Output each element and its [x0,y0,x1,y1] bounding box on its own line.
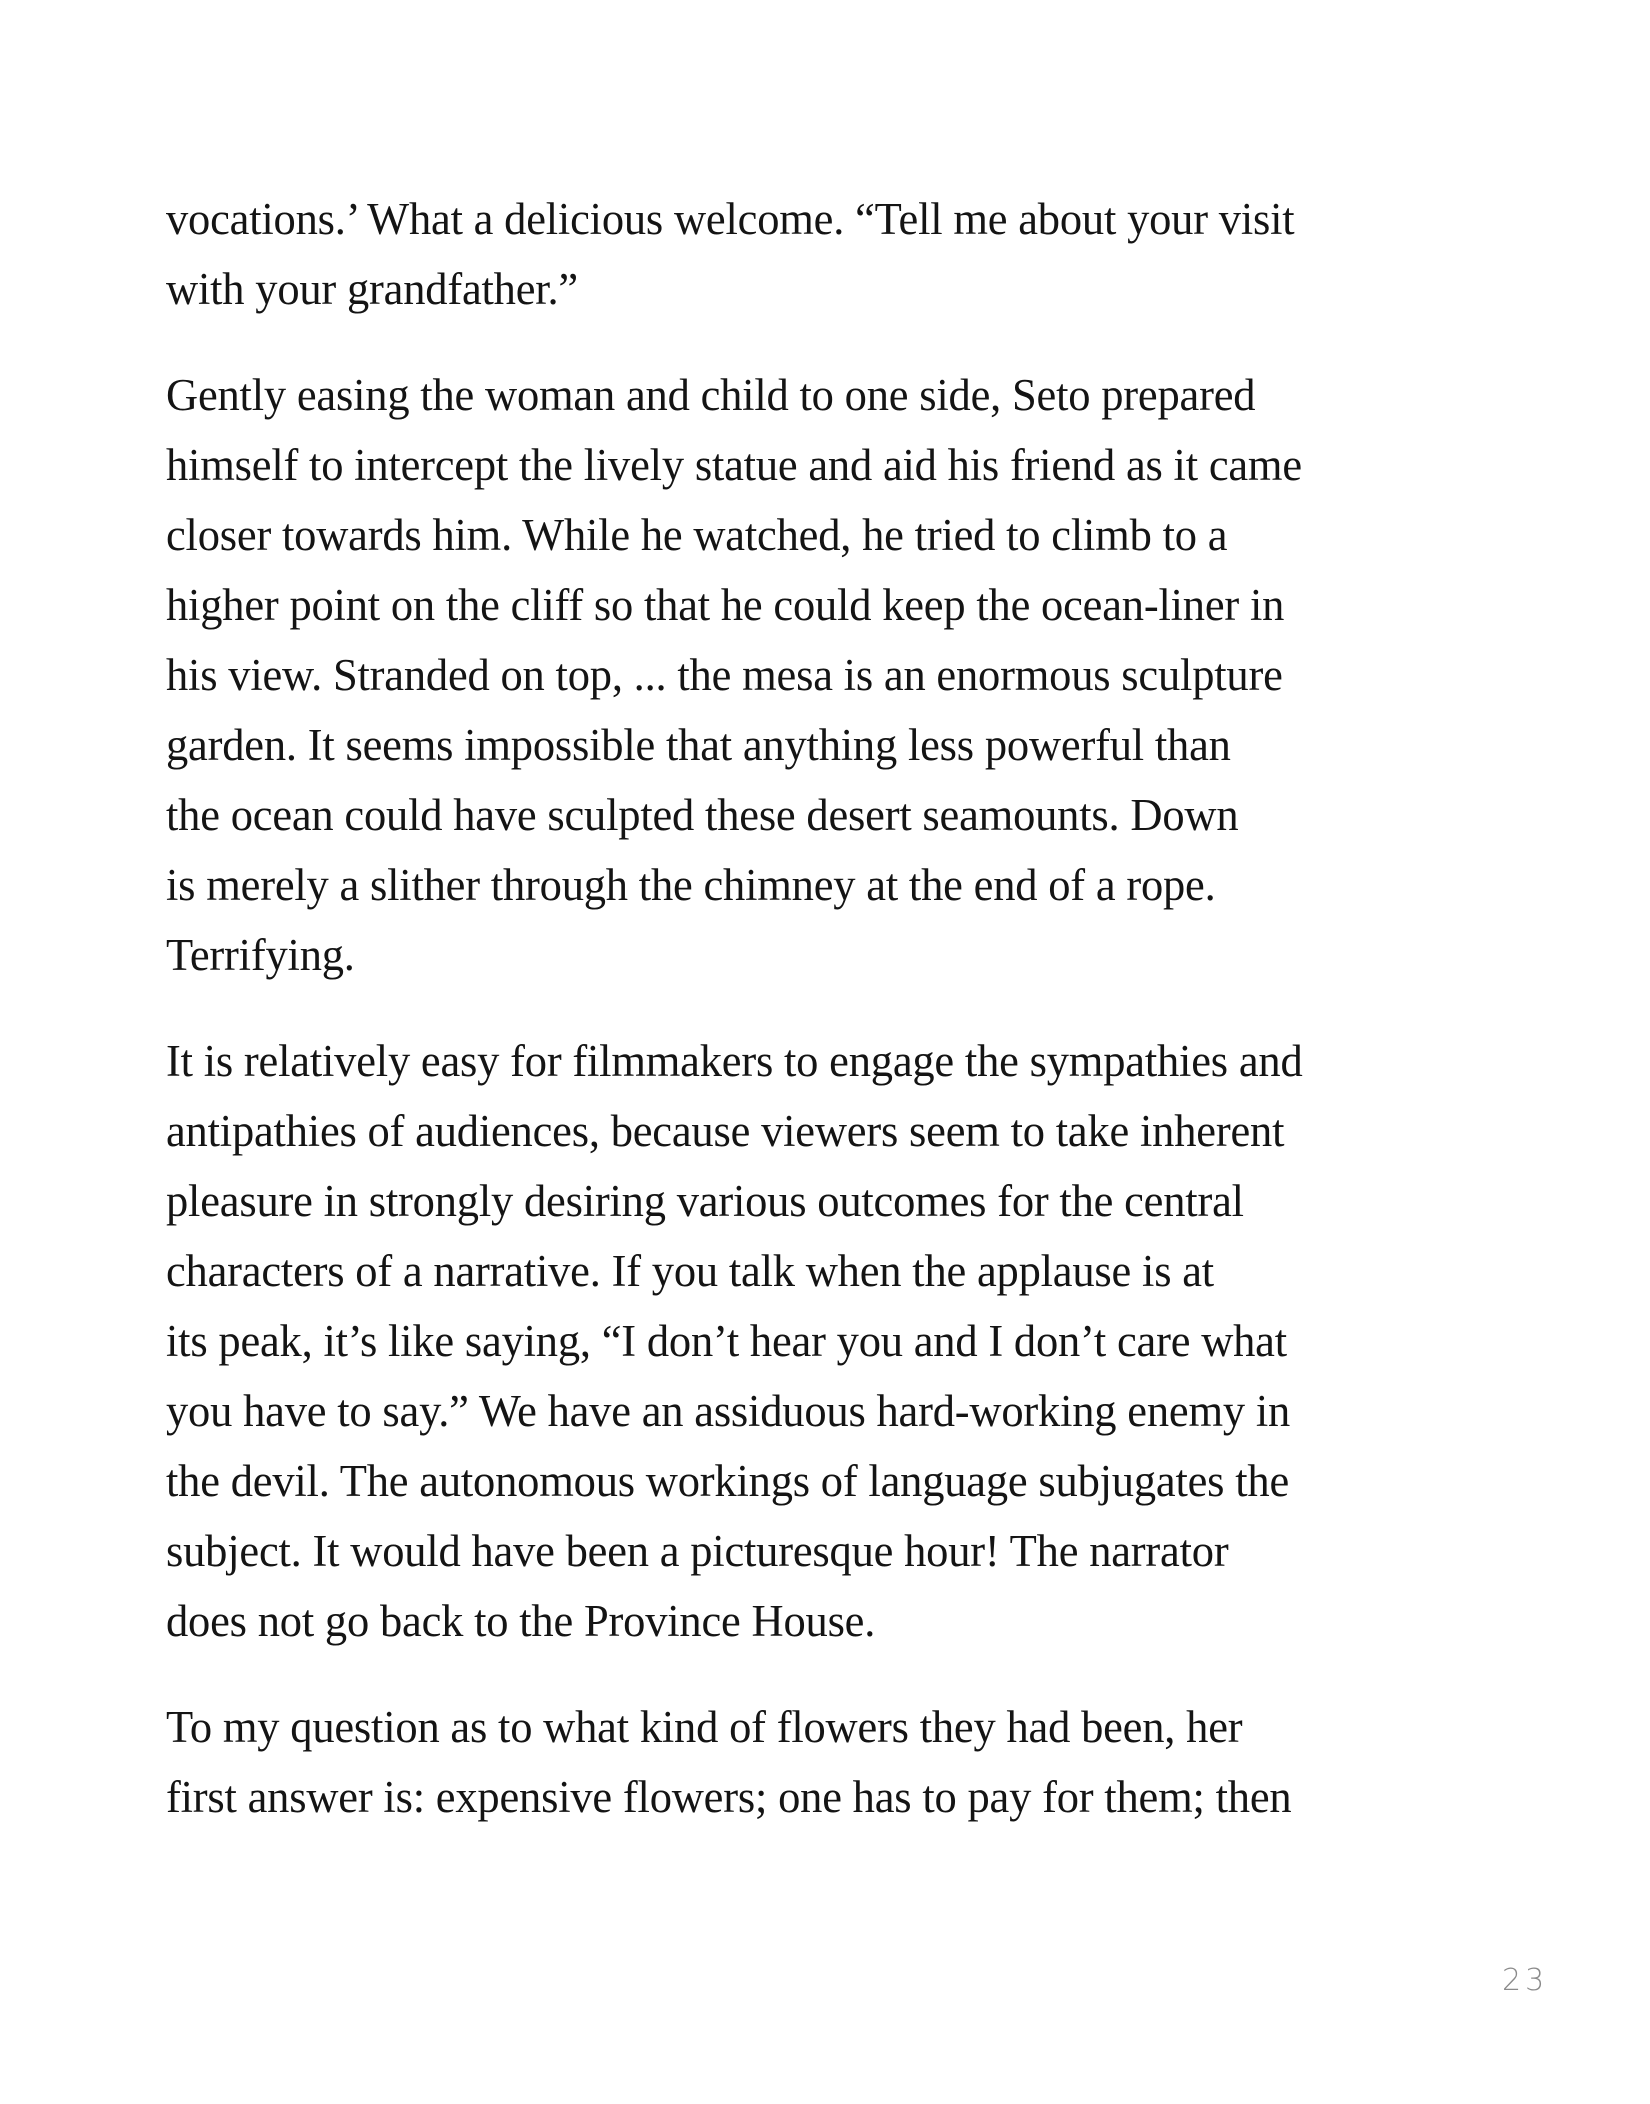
text-line: is merely a slither through the chimney at the end of a rope. [166,860,1216,910]
paragraph-1 [166,184,1526,324]
text-line: It is relatively easy for filmmakers to engage the sympathies and [166,1036,1303,1086]
text-line: To my question as to what kind of flowers they had been, her [166,1702,1243,1752]
paragraph-3 [166,1026,1526,1656]
text-line: the ocean could have sculpted these desert seamounts. Down [166,790,1239,840]
text-line: first answer is: expensive flowers; one has to pay for them; then [166,1772,1292,1822]
text-line: higher point on the cliff so that he could keep the ocean-liner in [166,580,1285,630]
text-line: pleasure in strongly desiring various outcomes for the central [166,1176,1244,1226]
text-line: antipathies of audiences, because viewers seem to take inherent [166,1106,1285,1156]
text-line: with your grandfather.” [166,264,578,314]
text-line: Terrifying. [166,930,355,980]
text-line: the devil. The autonomous workings of language subjugates the [166,1456,1290,1506]
paragraph-2 [166,360,1526,990]
body-text [166,184,1526,1868]
text-line: Gently easing the woman and child to one side, Seto prepared [166,370,1256,420]
text-line: vocations.’ What a delicious welcome. “Tell me about your visit [166,194,1295,244]
text-line: its peak, it’s like saying, “I don’t hear you and I don’t care what [166,1316,1287,1366]
text-line: does not go back to the Province House. [166,1596,876,1646]
text-line: characters of a narrative. If you talk when the applause is at [166,1246,1214,1296]
text-line: his view. Stranded on top, ... the mesa is an enormous sculpture [166,650,1283,700]
text-line: garden. It seems impossible that anything less powerful than [166,720,1231,770]
text-line: you have to say.” We have an assiduous hard-working enemy in [166,1386,1291,1436]
paragraph-4 [166,1692,1526,1832]
text-line: himself to intercept the lively statue and aid his friend as it came [166,440,1302,490]
text-line: subject. It would have been a picturesque hour! The narrator [166,1526,1229,1576]
page-number: 23 [1502,1963,1549,1998]
text-line: closer towards him. While he watched, he tried to climb to a [166,510,1228,560]
